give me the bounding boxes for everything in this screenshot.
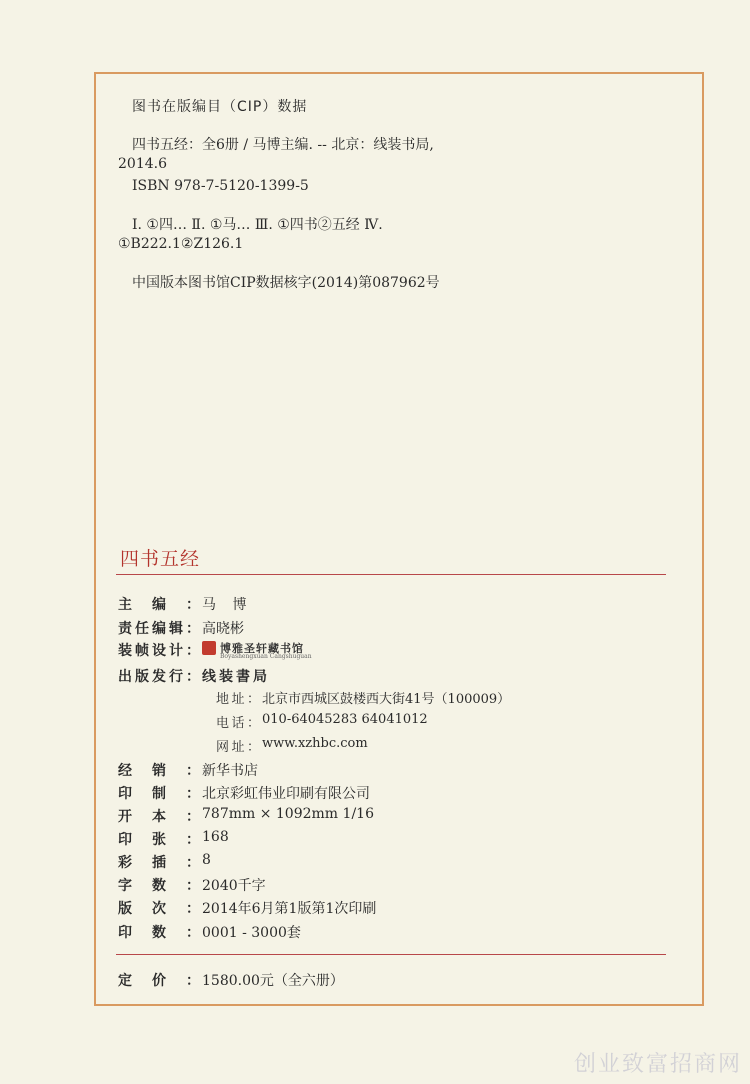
design-logo — [202, 640, 312, 660]
resp-editor-value: 高晓彬 — [202, 621, 244, 637]
distributor-row — [118, 760, 258, 780]
plates-value: 8 — [202, 852, 211, 868]
printer-label: 印 制 ： — [118, 786, 200, 802]
format-row — [118, 806, 374, 826]
price-label: 定 价 ： — [118, 973, 200, 989]
design-label: 装 帧 设 计 ： — [118, 643, 200, 659]
publisher-row — [118, 666, 270, 686]
watermark: 创业致富招商网 — [573, 1052, 742, 1077]
copies-value: 0001 - 3000套 — [202, 925, 301, 941]
cip-number: 中国版本图书馆CIP数据核字(2014)第087962号 — [132, 275, 440, 291]
sheets-label: 印 张 ： — [118, 832, 200, 848]
book-title: 四书五经 — [120, 548, 201, 570]
cip-heading: 图书在版编目（CIP）数据 — [132, 99, 308, 115]
publisher-label: 出 版 发 行 ： — [118, 669, 200, 685]
divider — [116, 954, 666, 955]
words-label: 字 数 ： — [118, 878, 200, 894]
editor-label: 主 编 ： — [118, 597, 200, 613]
divider — [116, 574, 666, 575]
web-row — [216, 736, 368, 755]
edition-row — [118, 898, 376, 918]
cip-line: 四书五经：全6册 / 马博主编. -- 北京：线装书局, — [132, 137, 434, 153]
edition-value: 2014年6月第1版第1次印刷 — [202, 901, 377, 917]
plates-row — [118, 852, 211, 872]
distributor-value: 新华书店 — [202, 763, 258, 779]
phone-label: 电 话 ： — [216, 716, 260, 731]
words-row — [118, 875, 266, 895]
cip-isbn: ISBN 978-7-5120-1399-5 — [132, 178, 309, 194]
resp-editor-label: 责 任 编 辑 ： — [118, 621, 200, 637]
address-value: 北京市西城区鼓楼西大街41号（100009） — [262, 692, 511, 707]
address-label: 地 址 ： — [216, 692, 260, 707]
format-label: 开 本 ： — [118, 809, 200, 825]
design-value: 博雅圣轩藏书馆 — [220, 642, 304, 655]
phone-row — [216, 712, 428, 731]
sheets-value: 168 — [202, 829, 229, 845]
words-value: 2040千字 — [202, 878, 266, 894]
editor-row — [118, 594, 252, 614]
seal-icon — [202, 641, 216, 655]
format-value: 787mm × 1092mm 1/16 — [202, 806, 374, 822]
cip-line: Ⅰ. ①四… Ⅱ. ①马… Ⅲ. ①四书②五经 Ⅳ. — [132, 217, 383, 233]
distributor-label: 经 销 ： — [118, 763, 200, 779]
printer-value: 北京彩虹伟业印刷有限公司 — [202, 786, 370, 802]
design-row — [118, 640, 312, 660]
cip-line: 2014.6 — [118, 156, 167, 172]
address-row — [216, 688, 510, 707]
price-row — [118, 970, 344, 990]
web-value: www.xzhbc.com — [262, 736, 368, 751]
web-label: 网 址 ： — [216, 740, 260, 755]
cip-line: ①B222.1②Z126.1 — [118, 236, 244, 252]
copies-row — [118, 922, 301, 942]
edition-label: 版 次 ： — [118, 901, 200, 917]
design-value-sub: Boyashengxuan Cangshuguan — [220, 653, 312, 660]
plates-label: 彩 插 ： — [118, 855, 200, 871]
copies-label: 印 数 ： — [118, 925, 200, 941]
phone-value: 010-64045283 64041012 — [262, 712, 428, 727]
editor-value: 马 博 — [202, 597, 253, 613]
price-value: 1580.00元（全六册） — [202, 973, 344, 989]
resp-editor-row — [118, 618, 244, 638]
printer-row — [118, 783, 370, 803]
sheets-row — [118, 829, 229, 849]
publisher-value: 线装書局 — [202, 669, 270, 685]
page-frame — [94, 72, 704, 1006]
